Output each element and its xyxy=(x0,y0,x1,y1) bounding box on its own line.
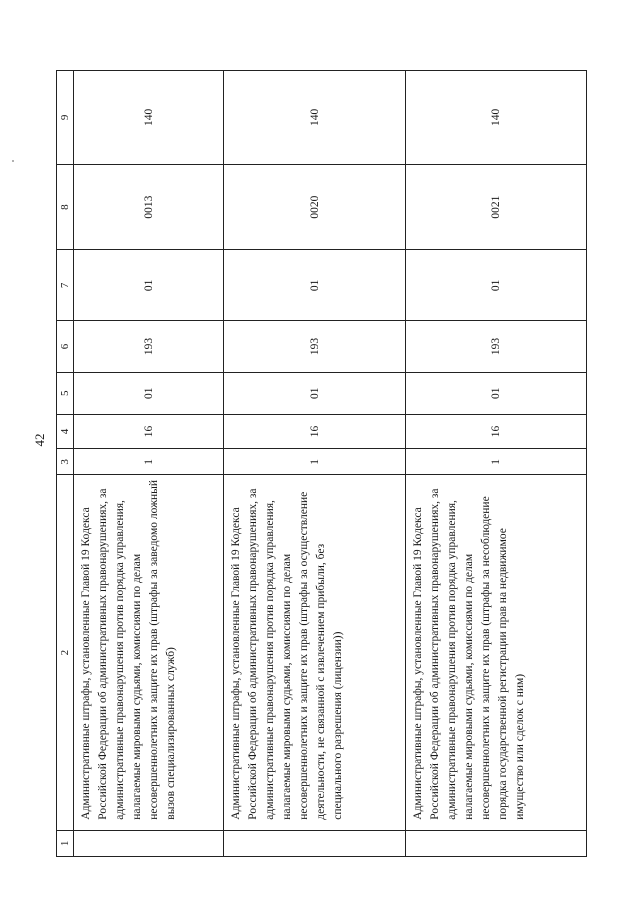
table-row xyxy=(74,71,224,857)
rotated-table-container xyxy=(56,70,585,857)
cell-col3: 1 xyxy=(406,449,587,475)
cell-col9: 140 xyxy=(224,71,406,165)
cell-col6: 193 xyxy=(74,321,224,372)
header-cell: 8 xyxy=(57,164,74,250)
cell-col8: 0021 xyxy=(406,164,587,250)
cell-col5: 01 xyxy=(406,372,587,414)
cell-description: Административные штрафы, установленные Главой 19 Кодекса Российской Федерации об административных правонарушениях, за административные правонарушения против порядка управления, налагаемые мировыми судьями, комиссиями по делам несовершеннолетних и защите их прав (штрафы за заведомо ложный вызов специализированных служб) xyxy=(74,475,224,830)
cell-col4: 16 xyxy=(74,414,224,448)
cell-col5: 01 xyxy=(74,372,224,414)
budget-codes-table xyxy=(56,70,587,857)
header-row xyxy=(57,71,74,857)
cell-col1 xyxy=(406,830,587,856)
cell-col4: 16 xyxy=(406,414,587,448)
cell-col5: 01 xyxy=(224,372,406,414)
cell-col4: 16 xyxy=(224,414,406,448)
header-cell: 5 xyxy=(57,372,74,414)
table-row xyxy=(406,71,587,857)
cell-col7: 01 xyxy=(224,250,406,321)
cell-col7: 01 xyxy=(74,250,224,321)
cell-col3: 1 xyxy=(74,449,224,475)
cell-col7: 01 xyxy=(406,250,587,321)
cell-col9: 140 xyxy=(74,71,224,165)
cell-col9: 140 xyxy=(406,71,587,165)
header-cell: 6 xyxy=(57,321,74,372)
cell-col8: 0013 xyxy=(74,164,224,250)
header-cell: 7 xyxy=(57,250,74,321)
header-cell: 2 xyxy=(57,475,74,830)
table-row xyxy=(224,71,406,857)
cell-col1 xyxy=(74,830,224,856)
scan-speck xyxy=(12,160,14,162)
cell-col6: 193 xyxy=(224,321,406,372)
cell-col3: 1 xyxy=(224,449,406,475)
cell-col8: 0020 xyxy=(224,164,406,250)
header-cell: 3 xyxy=(57,449,74,475)
cell-description: Административные штрафы, установленные Главой 19 Кодекса Российской Федерации об административных правонарушениях, за административные правонарушения против порядка управления, налагаемые мировыми судьями, комиссиями по делам несовершеннолетних и защите их прав (штрафы за несоблюдение порядка государственной регистрации прав на недвижимое имущество или сделок с ним) xyxy=(406,475,587,830)
header-cell: 1 xyxy=(57,830,74,856)
cell-description: Административные штрафы, установленные Главой 19 Кодекса Российской Федерации об административных правонарушениях, за административные правонарушения против порядка управления, налагаемые мировыми судьями, комиссиями по делам несовершеннолетних и защите их прав (штрафы за осуществление деятельности, не связанной с извлечением прибыли, без специального разрешения (лицензии)) xyxy=(224,475,406,830)
header-cell: 9 xyxy=(57,71,74,165)
cell-col1 xyxy=(224,830,406,856)
cell-col6: 193 xyxy=(406,321,587,372)
page-number: 42 xyxy=(32,433,47,447)
header-cell: 4 xyxy=(57,414,74,448)
